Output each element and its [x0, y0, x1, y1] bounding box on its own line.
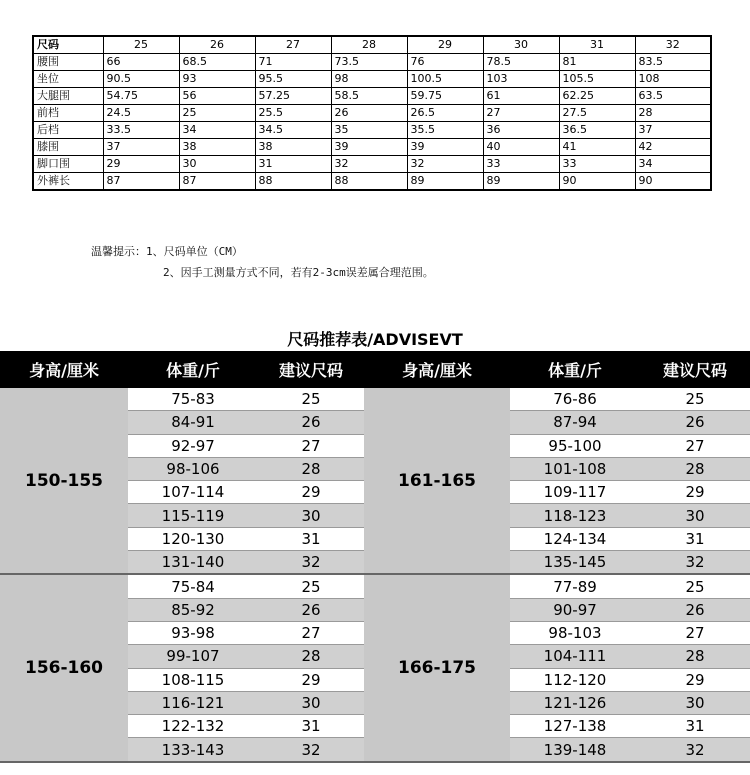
measurement-value: 37 — [103, 139, 179, 156]
suggested-size: 29 — [640, 481, 750, 504]
suggested-size: 26 — [640, 411, 750, 434]
measurement-value: 89 — [407, 173, 483, 191]
measurement-value: 90 — [635, 173, 711, 191]
measurement-value: 68.5 — [179, 54, 255, 71]
measurement-label: 坐位 — [33, 71, 103, 88]
weight-range: 135-145 — [510, 551, 640, 575]
measurement-value: 32 — [331, 156, 407, 173]
suggested-size: 30 — [640, 691, 750, 714]
note-line-2: 2、因手工测量方式不同，若有2-3cm误差属合理范围。 — [163, 266, 434, 279]
measurement-value: 98 — [331, 71, 407, 88]
measurement-value: 24.5 — [103, 105, 179, 122]
suggested-size: 29 — [258, 668, 364, 691]
size-header-cell: 25 — [103, 36, 179, 54]
size-row — [33, 122, 711, 139]
weight-range: 90-97 — [510, 598, 640, 621]
measurement-value: 93 — [179, 71, 255, 88]
weight-range: 104-111 — [510, 645, 640, 668]
measurement-value: 26.5 — [407, 105, 483, 122]
suggested-size: 26 — [640, 598, 750, 621]
measurement-value: 88 — [331, 173, 407, 191]
measurement-value: 63.5 — [635, 88, 711, 105]
measurement-value: 33 — [559, 156, 635, 173]
suggested-size: 32 — [640, 551, 750, 575]
measurement-value: 34 — [179, 122, 255, 139]
weight-range: 127-138 — [510, 715, 640, 738]
weight-range: 98-106 — [128, 457, 258, 480]
measurement-value: 62.25 — [559, 88, 635, 105]
suggested-size: 27 — [640, 621, 750, 644]
weight-range: 122-132 — [128, 715, 258, 738]
measurement-value: 105.5 — [559, 71, 635, 88]
weight-range: 115-119 — [128, 504, 258, 527]
measurement-value: 89 — [483, 173, 559, 191]
recommend-header-row — [0, 351, 750, 388]
measurement-value: 33 — [483, 156, 559, 173]
size-header-row — [33, 36, 711, 54]
suggested-size: 32 — [640, 738, 750, 762]
size-header-label: 尺码 — [33, 36, 103, 54]
measurement-value: 87 — [103, 173, 179, 191]
weight-range: 98-103 — [510, 621, 640, 644]
suggested-size: 31 — [640, 715, 750, 738]
size-header-cell: 31 — [559, 36, 635, 54]
measurement-value: 32 — [407, 156, 483, 173]
suggested-size: 28 — [258, 645, 364, 668]
header-height: 身高/厘米 — [0, 351, 128, 388]
suggested-size: 27 — [258, 621, 364, 644]
measurement-value: 56 — [179, 88, 255, 105]
measurement-value: 37 — [635, 122, 711, 139]
suggested-size: 32 — [258, 738, 364, 762]
size-row — [33, 173, 711, 191]
weight-range: 107-114 — [128, 481, 258, 504]
measurement-value: 103 — [483, 71, 559, 88]
height-range: 150-155 — [0, 388, 128, 574]
measurement-value: 90.5 — [103, 71, 179, 88]
weight-range: 99-107 — [128, 645, 258, 668]
weight-range: 77-89 — [510, 574, 640, 598]
measurement-value: 35.5 — [407, 122, 483, 139]
size-row — [33, 54, 711, 71]
suggested-size: 25 — [640, 388, 750, 411]
measurement-value: 38 — [179, 139, 255, 156]
measurement-value: 95.5 — [255, 71, 331, 88]
size-header-cell: 29 — [407, 36, 483, 54]
suggested-size: 30 — [258, 691, 364, 714]
measurement-value: 25 — [179, 105, 255, 122]
measurement-label: 膝围 — [33, 139, 103, 156]
weight-range: 124-134 — [510, 527, 640, 550]
suggested-size: 28 — [640, 645, 750, 668]
recommend-title: 尺码推荐表/ADVISEVT — [287, 330, 463, 349]
measurement-label: 后档 — [33, 122, 103, 139]
weight-range: 93-98 — [128, 621, 258, 644]
size-header-cell: 32 — [635, 36, 711, 54]
weight-range: 133-143 — [128, 738, 258, 762]
height-range: 156-160 — [0, 574, 128, 761]
weight-range: 75-83 — [128, 388, 258, 411]
weight-range: 76-86 — [510, 388, 640, 411]
measurement-value: 54.75 — [103, 88, 179, 105]
measurement-value: 57.25 — [255, 88, 331, 105]
weight-range: 139-148 — [510, 738, 640, 762]
measurement-label: 腰围 — [33, 54, 103, 71]
header-weight: 体重/斤 — [128, 351, 258, 388]
weight-range: 84-91 — [128, 411, 258, 434]
weight-range: 95-100 — [510, 434, 640, 457]
note-line-1: 温馨提示：1、尺码单位（CM） — [91, 245, 243, 258]
measurement-value: 66 — [103, 54, 179, 71]
measurement-label: 前档 — [33, 105, 103, 122]
measurement-value: 61 — [483, 88, 559, 105]
measurement-value: 36 — [483, 122, 559, 139]
suggested-size: 31 — [640, 527, 750, 550]
measurement-value: 33.5 — [103, 122, 179, 139]
suggested-size: 26 — [258, 411, 364, 434]
suggested-size: 31 — [258, 527, 364, 550]
suggested-size: 28 — [640, 457, 750, 480]
measurement-value: 78.5 — [483, 54, 559, 71]
suggested-size: 25 — [258, 388, 364, 411]
measurement-value: 88 — [255, 173, 331, 191]
weight-range: 75-84 — [128, 574, 258, 598]
measurement-value: 30 — [179, 156, 255, 173]
header-size: 建议尺码 — [640, 351, 750, 388]
weight-range: 92-97 — [128, 434, 258, 457]
size-header-cell: 28 — [331, 36, 407, 54]
suggested-size: 27 — [640, 434, 750, 457]
measurement-value: 39 — [407, 139, 483, 156]
suggested-size: 31 — [258, 715, 364, 738]
measurement-value: 108 — [635, 71, 711, 88]
measurement-value: 34 — [635, 156, 711, 173]
suggested-size: 29 — [258, 481, 364, 504]
measurement-value: 73.5 — [331, 54, 407, 71]
weight-range: 121-126 — [510, 691, 640, 714]
suggested-size: 30 — [258, 504, 364, 527]
measurement-value: 29 — [103, 156, 179, 173]
suggested-size: 25 — [258, 574, 364, 598]
measurement-value: 76 — [407, 54, 483, 71]
suggested-size: 26 — [258, 598, 364, 621]
header-height: 身高/厘米 — [364, 351, 510, 388]
measurement-value: 27 — [483, 105, 559, 122]
suggested-size: 32 — [258, 551, 364, 575]
measurement-value: 90 — [559, 173, 635, 191]
measurement-value: 71 — [255, 54, 331, 71]
suggested-size: 28 — [258, 457, 364, 480]
measurement-value: 100.5 — [407, 71, 483, 88]
measurement-label: 外裤长 — [33, 173, 103, 191]
suggested-size: 25 — [640, 574, 750, 598]
measurement-value: 42 — [635, 139, 711, 156]
measurement-value: 59.75 — [407, 88, 483, 105]
weight-range: 85-92 — [128, 598, 258, 621]
size-row — [33, 105, 711, 122]
measurement-value: 34.5 — [255, 122, 331, 139]
weight-range: 112-120 — [510, 668, 640, 691]
measurement-value: 25.5 — [255, 105, 331, 122]
measurement-label: 大腿围 — [33, 88, 103, 105]
suggested-size: 27 — [258, 434, 364, 457]
size-row — [33, 88, 711, 105]
size-header-cell: 30 — [483, 36, 559, 54]
suggested-size: 29 — [640, 668, 750, 691]
weight-range: 116-121 — [128, 691, 258, 714]
height-range: 161-165 — [364, 388, 510, 574]
measurement-value: 26 — [331, 105, 407, 122]
weight-range: 108-115 — [128, 668, 258, 691]
measurement-value: 40 — [483, 139, 559, 156]
measurement-value: 38 — [255, 139, 331, 156]
weight-range: 120-130 — [128, 527, 258, 550]
weight-range: 118-123 — [510, 504, 640, 527]
measurement-label: 脚口围 — [33, 156, 103, 173]
height-range: 166-175 — [364, 574, 510, 761]
size-row — [33, 71, 711, 88]
weight-range: 131-140 — [128, 551, 258, 575]
size-row — [33, 139, 711, 156]
measurement-value: 31 — [255, 156, 331, 173]
measurement-value: 27.5 — [559, 105, 635, 122]
header-weight: 体重/斤 — [510, 351, 640, 388]
measurement-value: 41 — [559, 139, 635, 156]
weight-range: 101-108 — [510, 457, 640, 480]
measurement-value: 28 — [635, 105, 711, 122]
measurement-value: 36.5 — [559, 122, 635, 139]
measurement-value: 58.5 — [331, 88, 407, 105]
header-size: 建议尺码 — [258, 351, 364, 388]
measurement-value: 35 — [331, 122, 407, 139]
size-header-cell: 26 — [179, 36, 255, 54]
measurement-value: 83.5 — [635, 54, 711, 71]
size-row — [33, 156, 711, 173]
size-measurement-table — [32, 35, 712, 191]
measurement-value: 81 — [559, 54, 635, 71]
measurement-value: 39 — [331, 139, 407, 156]
weight-range: 109-117 — [510, 481, 640, 504]
measurement-value: 87 — [179, 173, 255, 191]
size-recommendation-table — [0, 351, 750, 763]
weight-range: 87-94 — [510, 411, 640, 434]
recommend-row — [0, 388, 750, 411]
recommend-row — [0, 574, 750, 598]
size-header-cell: 27 — [255, 36, 331, 54]
suggested-size: 30 — [640, 504, 750, 527]
